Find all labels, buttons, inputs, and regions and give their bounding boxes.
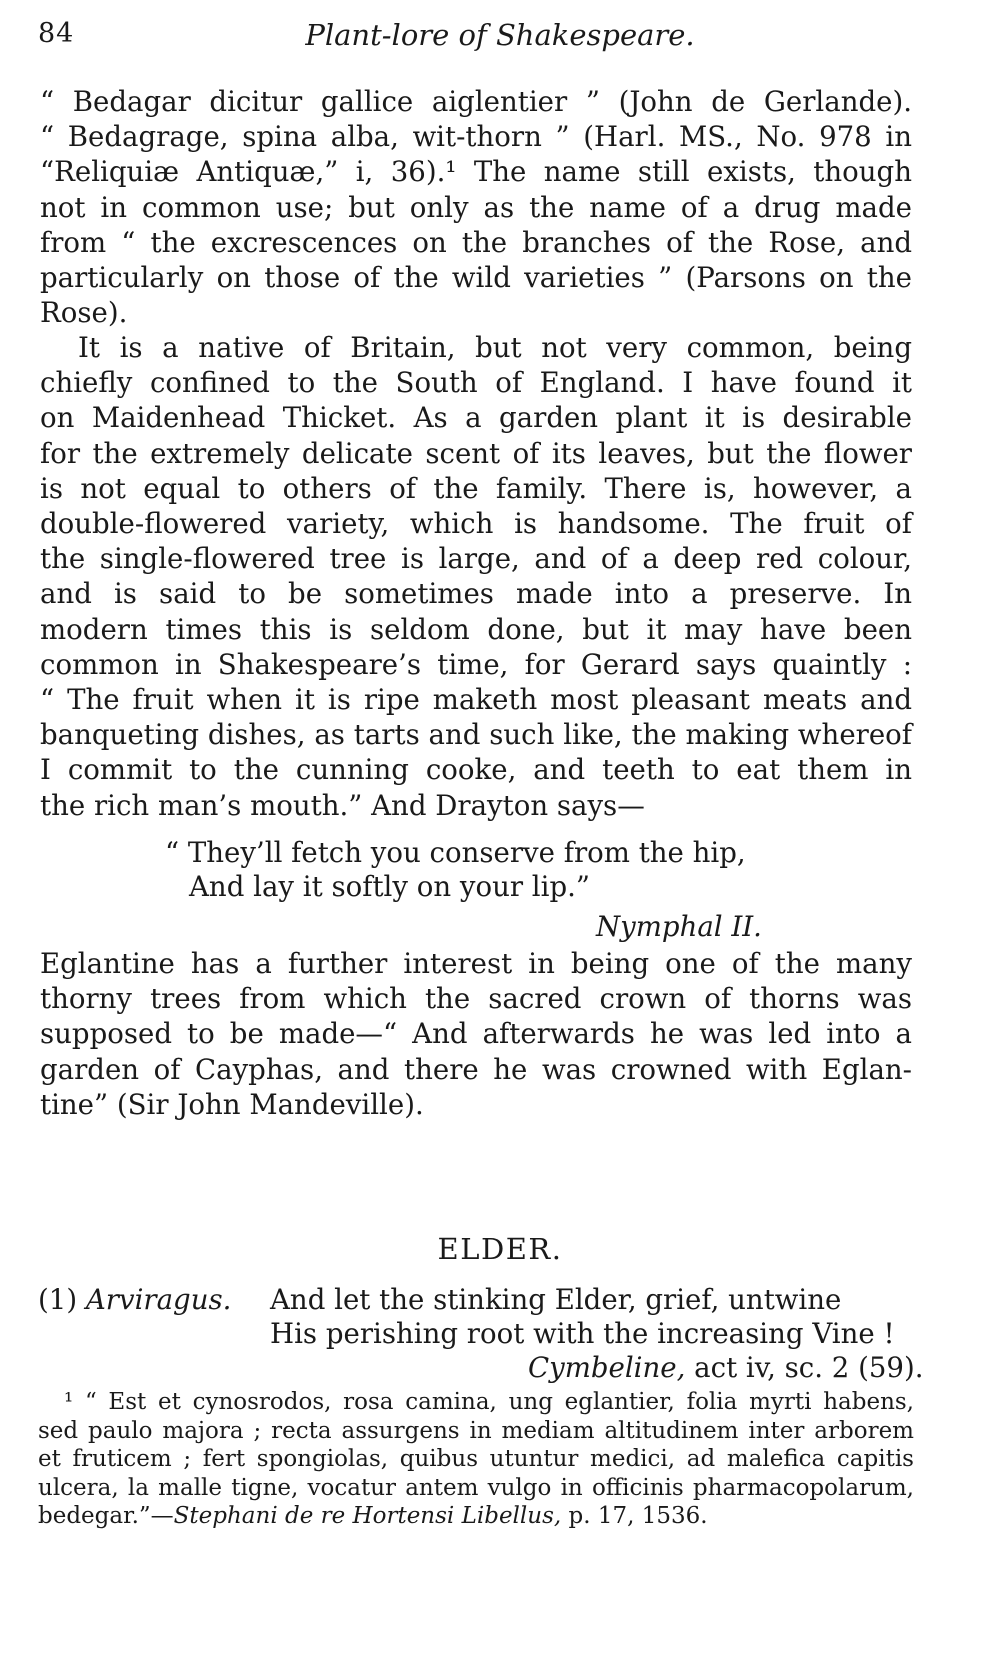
- text-line: double-flowered variety, which is handsome. The fruit of: [40, 507, 912, 541]
- play-title: Cymbeline,: [528, 1351, 686, 1384]
- text-line: tine” (Sir John Mandeville).: [40, 1087, 424, 1121]
- footnote-line: sed paulo majora ; recta assurgens in mediam altitudinem inter arborem: [38, 1417, 914, 1444]
- text-line: Rose).: [40, 296, 128, 330]
- text-line: on Maidenhead Thicket. As a garden plant it is desirable: [40, 401, 912, 435]
- quote-line: His perishing root with the increasing Vine !: [270, 1317, 895, 1350]
- verse-source: Nymphal II.: [596, 910, 762, 943]
- text-line: supposed to be made—“ And afterwards he was led into a: [40, 1017, 912, 1051]
- text-line: for the extremely delicate scent of its leaves, but the flower: [40, 436, 912, 470]
- text-line: garden of Cayphas, and there he was crowned with Eglan-: [40, 1052, 912, 1086]
- quote-line: And let the stinking Elder, grief, untwine: [270, 1283, 842, 1316]
- page-header: [38, 18, 962, 58]
- verse-line: “ They’ll fetch you conserve from the hip,: [165, 836, 746, 869]
- footnote-last-line: [38, 1502, 914, 1531]
- text-line: “ Bedagrage, spina alba, wit-thorn ” (Harl. MS., No. 978 in: [40, 120, 912, 154]
- text-line: the rich man’s mouth.” And Drayton says—: [40, 788, 645, 822]
- footnote: [38, 1388, 914, 1531]
- footnote-line: et fruticem ; fert spongiolas, quibus utuntur medici, ad malefica capitis: [38, 1446, 914, 1473]
- footnote-source-title: Stephani de re Hortensi Libellus,: [173, 1503, 562, 1530]
- text-line: not in common use; but only as the name of a drug made: [40, 190, 912, 224]
- elder-quote: [270, 1283, 895, 1351]
- footnote-text: bedegar.”—: [38, 1503, 174, 1530]
- paragraph-bedegar: [40, 84, 912, 330]
- section-heading-elder: ELDER.: [437, 1232, 563, 1266]
- text-line: “ Bedagar dicitur gallice aiglentier ” (John de Gerlande).: [40, 85, 912, 118]
- act-scene: act iv, sc. 2 (59).: [694, 1351, 924, 1384]
- text-line: common in Shakespeare’s time, for Gerard says quaintly :: [40, 647, 912, 681]
- footnote-line: ¹ “ Est et cynosrodos, rosa camina, ung eglantier, folia myrti habens,: [64, 1389, 914, 1415]
- speaker-name: Arviragus.: [85, 1283, 232, 1316]
- text-line: modern times this is seldom done, but it may have been: [40, 612, 912, 646]
- text-line: particularly on those of the wild varieties ” (Parsons on the: [40, 261, 912, 295]
- text-line: is not equal to others of the family. There is, however, a: [40, 471, 912, 505]
- quote-citation: [528, 1351, 924, 1385]
- text-line: Eglantine has a further interest in being one of the many: [40, 947, 912, 980]
- text-line: It is a native of Britain, but not very common, being: [78, 331, 912, 364]
- paragraph-eglantine: [40, 946, 912, 1122]
- text-line: “Reliquiæ Antiquæ,” i, 36).¹ The name still exists, though: [40, 155, 912, 189]
- verse-line: And lay it softly on your lip.”: [189, 870, 590, 903]
- text-line: and is said to be sometimes made into a preserve. In: [40, 577, 912, 611]
- text-line: chiefly confined to the South of England. I have found it: [40, 366, 912, 400]
- page-number: 84: [38, 18, 75, 49]
- paragraph-native-of-britain: [40, 330, 912, 823]
- footnote-page: p. 17, 1536.: [561, 1503, 708, 1530]
- text-line: banqueting dishes, as tarts and such like, the making whereof: [40, 718, 912, 752]
- quote-index: (1): [38, 1283, 78, 1316]
- running-title: Plant-lore of Shakespeare.: [305, 18, 695, 52]
- text-line: from “ the excrescences on the branches of the Rose, and: [40, 225, 912, 259]
- quote-number: [38, 1283, 231, 1317]
- footnote-line: ulcera, la malle tigne, vocatur antem vulgo in officinis pharmacopolarum,: [38, 1474, 914, 1501]
- text-line: thorny trees from which the sacred crown of thorns was: [40, 982, 912, 1016]
- text-line: “ The fruit when it is ripe maketh most pleasant meats and: [40, 683, 912, 717]
- text-line: I commit to the cunning cooke, and teeth to eat them in: [40, 753, 912, 787]
- text-line: the single-flowered tree is large, and of a deep red colour,: [40, 542, 912, 576]
- drayton-verse: [165, 836, 746, 904]
